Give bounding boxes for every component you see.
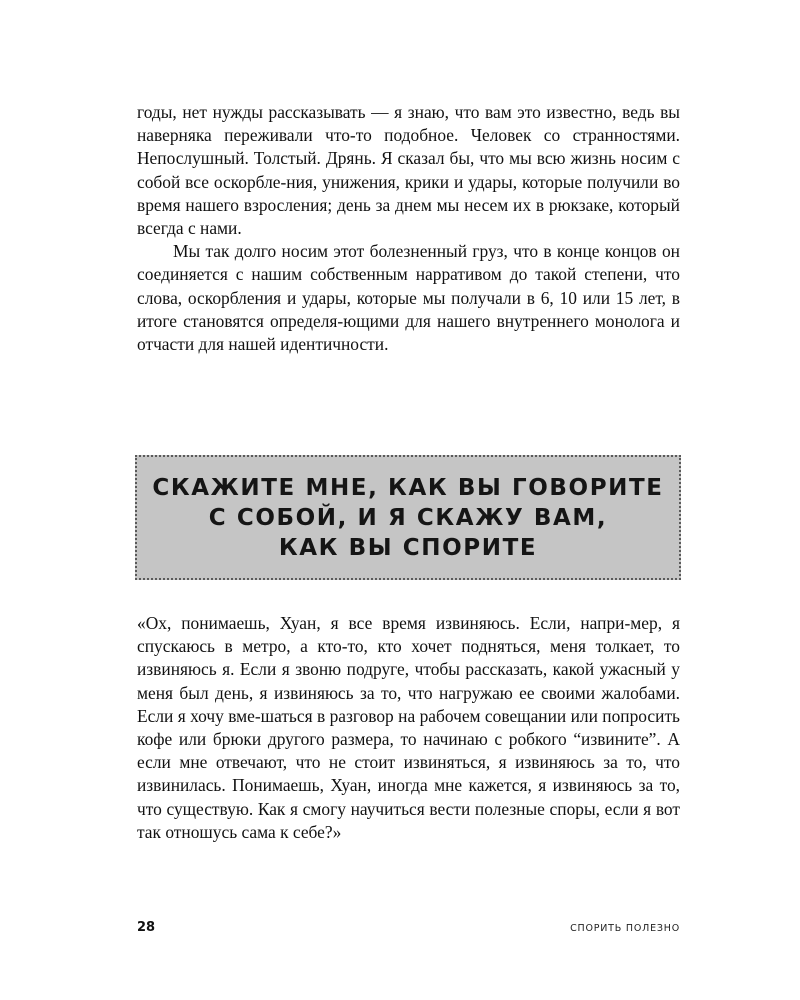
text-line: шаться в разговор на рабочем совещании или попросить <box>260 705 680 726</box>
text-line: ния, унижения, крики и удары, которые получили во время <box>137 171 680 215</box>
section-heading-box <box>135 455 681 580</box>
page-number: 28 <box>137 920 156 935</box>
text-line: за то, что нагружаю ее своими жалобами. Если я хочу вме- <box>137 682 680 726</box>
text-line: Человек со странностями. Непослушный. Толстый. Дрянь. <box>137 125 680 169</box>
running-title: СПОРИТЬ ПОЛЕЗНО <box>570 923 680 934</box>
text-line: годы, нет нужды рассказывать — я знаю, что вам это <box>137 102 547 122</box>
text-line: до такой степени, что слова, оскорбления и удары, которые <box>137 264 680 308</box>
text-line: сама к себе?» <box>241 821 342 842</box>
text-line: научиться вести полезные споры, если я вот так отношусь <box>137 798 680 842</box>
section-heading-line: С СОБОЙ, И Я СКАЖУ ВАМ, <box>208 504 608 531</box>
text-line: мне кажется, я извиняюсь за то, что существую. Как я смогу <box>137 775 681 819</box>
paragraph-1 <box>137 101 680 240</box>
paragraph-2 <box>137 240 680 356</box>
text-line: мы получали в 6, 10 или 15 лет, в итоге становятся определя- <box>137 287 680 331</box>
text-line: кофе или брюки другого размера, то начинаю с робкого <box>137 729 574 750</box>
text-line: который всегда с нами. <box>137 194 680 239</box>
text-line: идентичности. <box>280 334 389 355</box>
text-line: меня толкает, то извиняюсь я. Если я звоню подруге, чтобы <box>137 636 680 680</box>
text-line: ющими для нашего внутреннего монолога и отчасти для нашей <box>137 310 680 355</box>
text-line: я извиняюсь за то, что извинилась. Понимаешь, Хуан, иногда <box>137 752 680 796</box>
text-line: «Ох, понимаешь, Хуан, я все время извиняюсь. Если, напри- <box>137 613 631 633</box>
section-heading-line: КАК ВЫ СПОРИТЕ <box>278 534 538 561</box>
text-line: Я сказал бы, что мы всю жизнь носим с собой все оскорбле- <box>137 148 680 192</box>
text-line: нашего взросления; день за днем мы несем их в рюкзаке, <box>185 194 619 215</box>
text-line: “извините”. А если мне отвечают, что не стоит извиняться, <box>137 729 680 773</box>
text-line: концов он соединяется с нашим собственным нарративом <box>137 241 680 285</box>
quote-paragraph <box>137 612 680 844</box>
quote-text-block <box>137 612 680 844</box>
section-heading-line: СКАЖИТЕ МНЕ, КАК ВЫ ГОВОРИТЕ <box>152 474 664 501</box>
text-line: рассказать, какой ужасный у меня был день, я извиняюсь <box>137 659 681 703</box>
text-line: мер, я спускаюсь в метро, а кто-то, кто хочет подняться, <box>137 613 680 657</box>
text-line: Мы так долго носим этот болезненный груз, что в конце <box>173 241 605 262</box>
top-text-block <box>137 101 680 356</box>
text-line: известно, ведь вы наверняка переживали что-то подобное. <box>137 102 680 146</box>
